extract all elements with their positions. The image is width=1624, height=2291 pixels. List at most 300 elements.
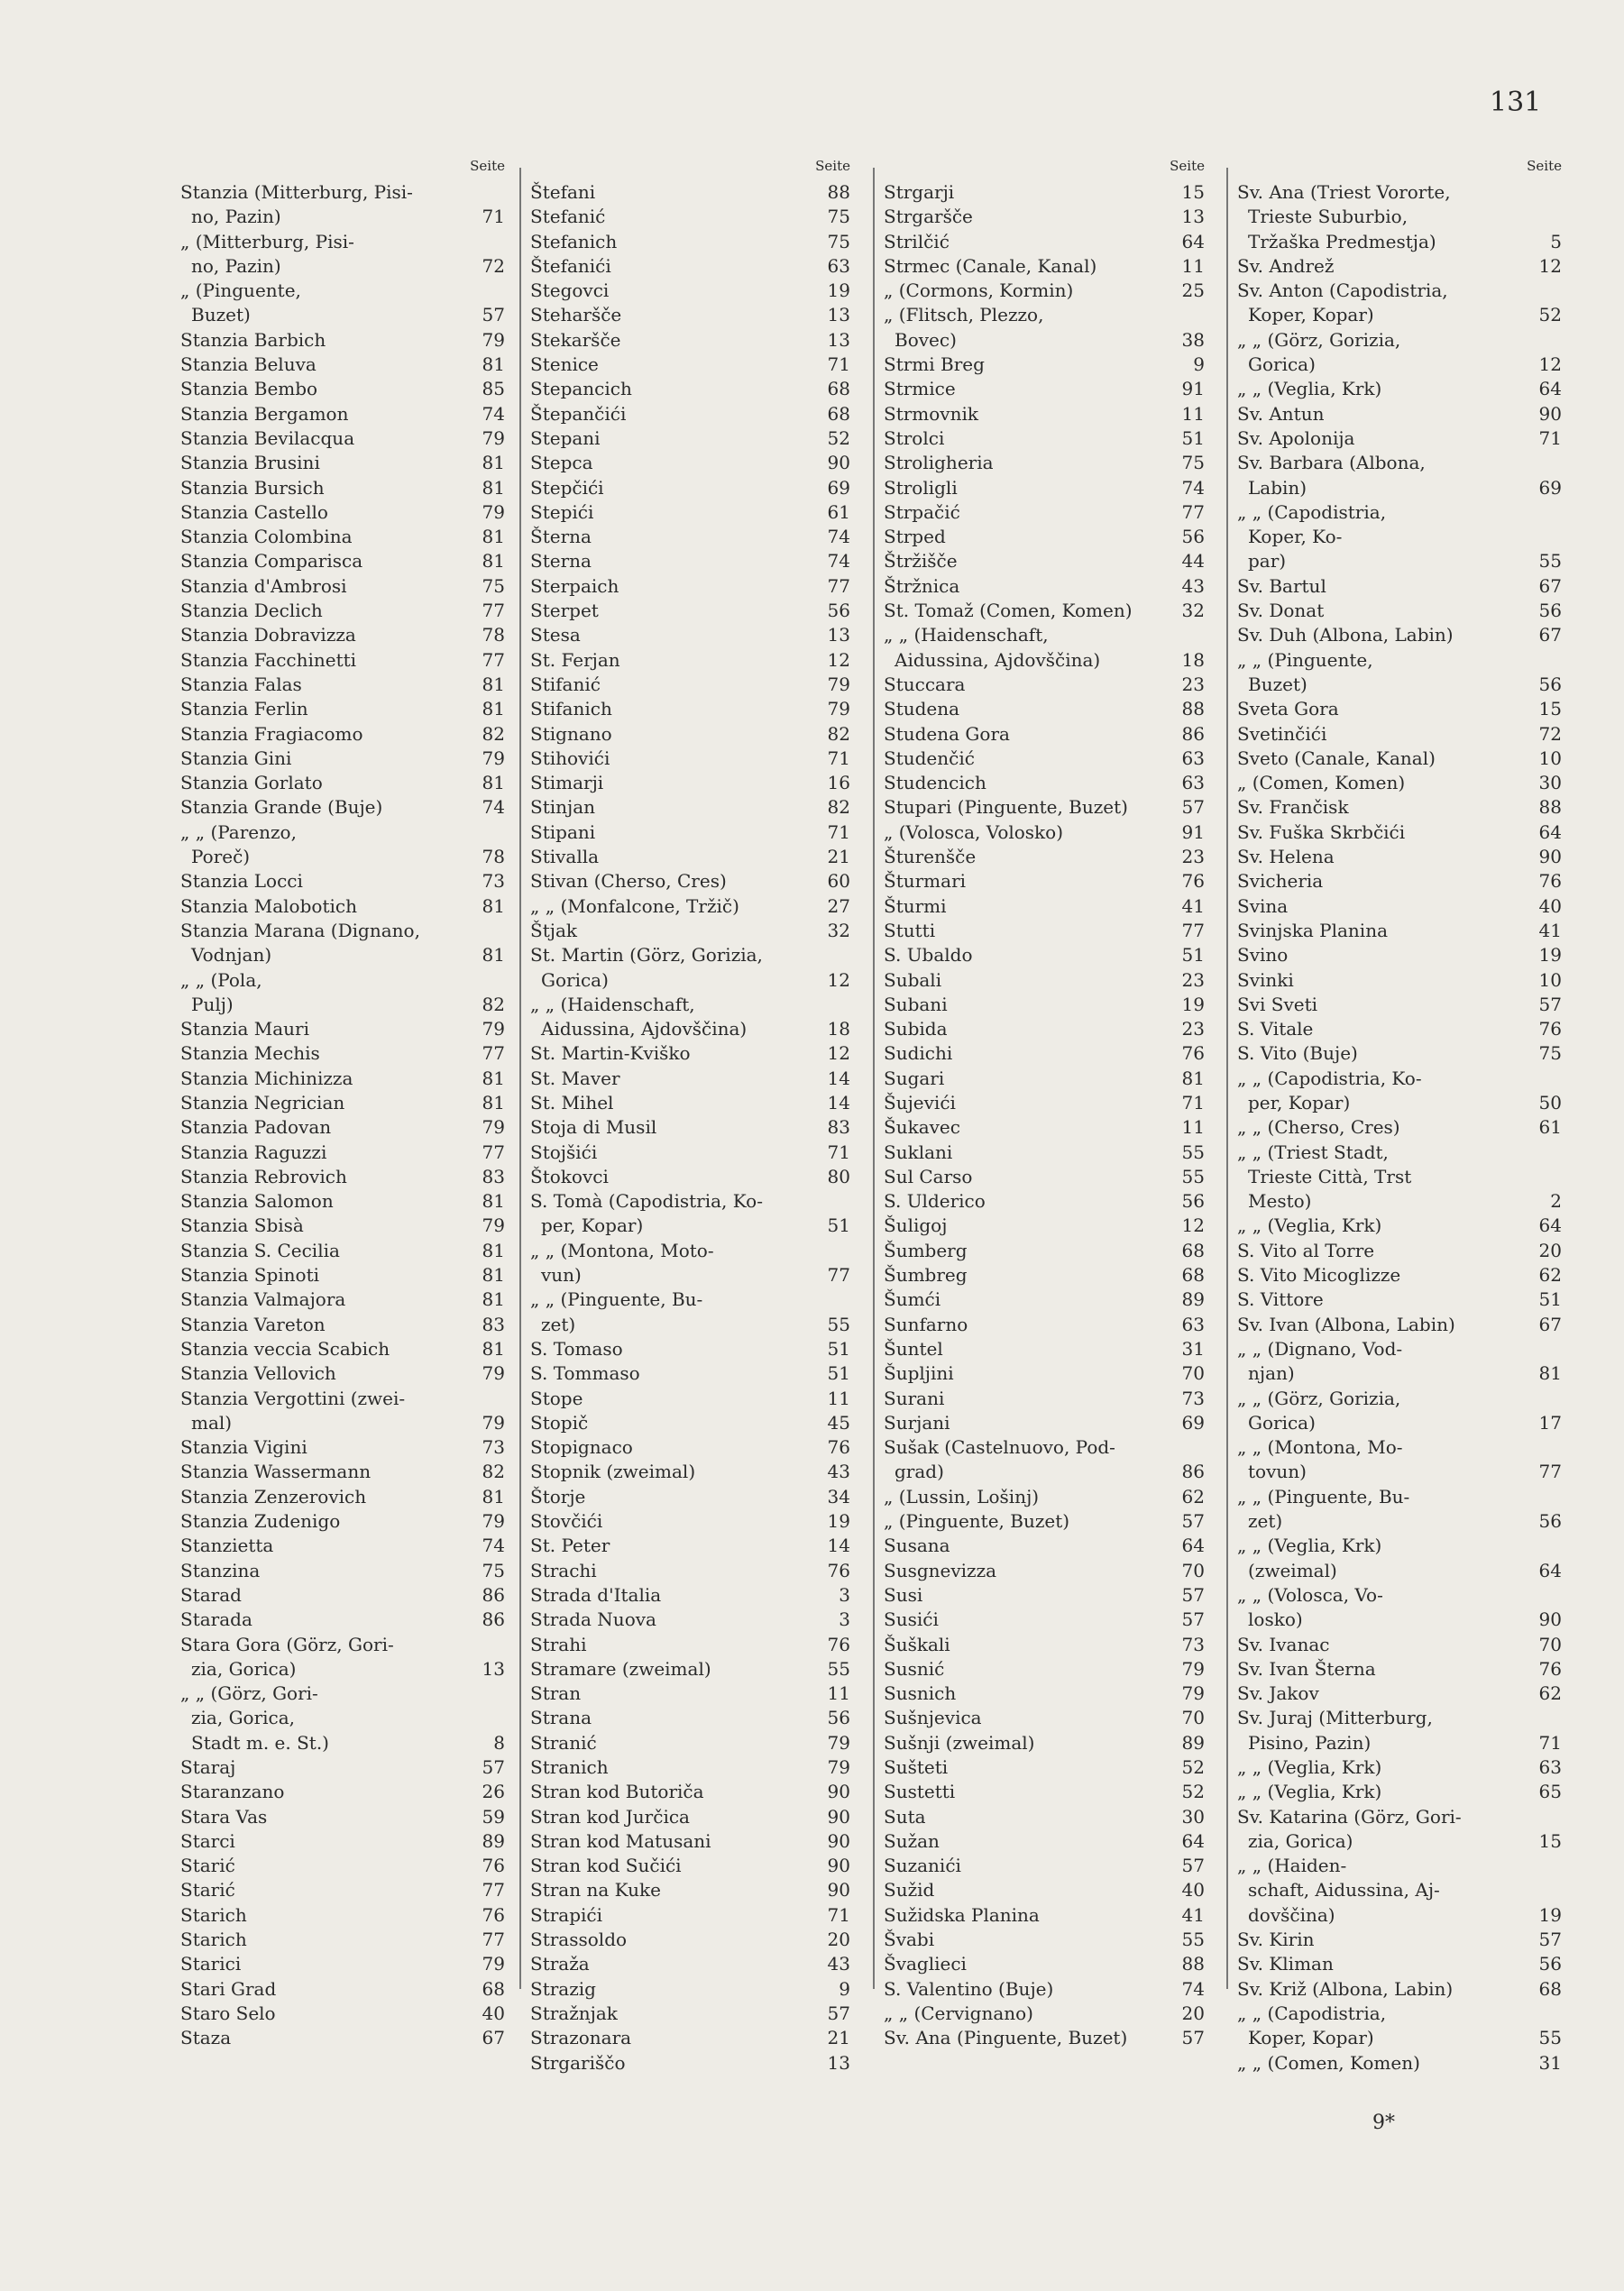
index-entry: [180, 1854, 507, 1878]
entry-name: Stran kod Jurčica: [530, 1805, 690, 1828]
index-entry: [884, 1633, 1207, 1657]
index-entry: [530, 303, 852, 327]
entry-page: 89: [482, 1829, 505, 1852]
index-entry: [884, 1509, 1207, 1534]
entry-name: Strmice: [884, 378, 956, 400]
entry-name: „ „ (Montona, Moto- vun): [530, 1239, 714, 1287]
entry-page: 86: [482, 1583, 505, 1606]
entry-name: „ „ (Görz, Gori- zia, Gorica, Stadt m. e. St.): [180, 1682, 329, 1754]
entry-page: 62: [1538, 1264, 1562, 1287]
index-entry: [180, 722, 507, 747]
index-entry: [884, 500, 1207, 525]
index-entry: [180, 1288, 507, 1312]
entry-page: 86: [1181, 1461, 1205, 1483]
index-entry: [884, 1189, 1207, 1214]
entry-name: Starich: [180, 1929, 247, 1951]
index-entry: [180, 1067, 507, 1091]
index-entry: [180, 1263, 507, 1288]
index-entry: [1237, 1854, 1564, 1928]
entry-page: 81: [482, 476, 505, 499]
entry-page: 79: [827, 673, 850, 695]
entry-page: 82: [482, 993, 505, 1015]
index-entry: [180, 426, 507, 451]
index-entry: [1237, 697, 1564, 721]
entry-name: Stanzia Sbisà: [180, 1214, 304, 1237]
entry-name: Subani: [884, 993, 948, 1015]
entry-page: 57: [827, 2002, 850, 2024]
entry-page: 79: [827, 1756, 850, 1778]
index-entry: [180, 2002, 507, 2026]
entry-page: 20: [1538, 1239, 1562, 1261]
entry-page: 12: [827, 1042, 850, 1065]
entry-name: Strolci: [884, 426, 945, 449]
entry-page: 71: [1538, 426, 1562, 449]
index-entry: [884, 402, 1207, 426]
entry-name: Sušak (Castelnuovo, Pod- grad): [884, 1436, 1115, 1483]
entry-page: 81: [1538, 1362, 1562, 1385]
entry-name: Stanzia (Mitterburg, Pisi- no, Pazin): [180, 181, 413, 228]
index-entry: [180, 1559, 507, 1583]
entry-page: 77: [1181, 500, 1205, 523]
entry-name: „ „ (Haidenschaft, Aidussina, Ajdovščina): [884, 624, 1101, 671]
entry-page: 77: [1538, 1461, 1562, 1483]
index-entry: [180, 1977, 507, 2002]
entry-page: 31: [1538, 2051, 1562, 2074]
entry-name: Štefanići: [530, 254, 611, 277]
entry-page: 74: [827, 550, 850, 573]
index-entry: [530, 180, 852, 205]
index-entry: [180, 1755, 507, 1780]
entry-page: 56: [1538, 673, 1562, 695]
entry-name: Švaglieci: [884, 1953, 967, 1975]
entry-page: 41: [1538, 919, 1562, 941]
entry-page: 78: [482, 846, 505, 868]
entry-page: 13: [827, 304, 850, 326]
index-entry: [884, 1952, 1207, 1976]
entry-page: 40: [1181, 1879, 1205, 1902]
entry-name: Sv. Ana (Pinguente, Buzet): [884, 2027, 1128, 2049]
index-entry: [530, 845, 852, 869]
index-entry: [884, 771, 1207, 795]
entry-page: 79: [482, 500, 505, 523]
entry-page: 67: [1538, 574, 1562, 597]
entry-name: „ (Lussin, Lošinj): [884, 1485, 1040, 1507]
entry-page: 64: [1538, 820, 1562, 843]
entry-name: Štokovci: [530, 1165, 609, 1187]
entry-name: Sušteti: [884, 1756, 949, 1778]
entry-page: 81: [482, 452, 505, 474]
entry-page: 16: [827, 772, 850, 794]
index-entry: [530, 1189, 852, 1239]
index-entry: [180, 328, 507, 353]
entry-page: 82: [482, 1461, 505, 1483]
entry-name: Susi: [884, 1583, 923, 1606]
entry-name: Sv. Anton (Capodistria, Koper, Kopar): [1237, 280, 1448, 326]
index-entry: [530, 993, 852, 1042]
entry-page: 80: [827, 1165, 850, 1187]
entry-page: 90: [827, 1781, 850, 1803]
index-entry: [530, 795, 852, 820]
entry-name: Stutti: [884, 919, 936, 941]
index-entry: [1237, 771, 1564, 795]
entry-page: 79: [482, 1362, 505, 1385]
entry-page: 57: [1181, 1510, 1205, 1533]
entry-name: „ „ (Haidenschaft, Aidussina, Ajdovščina): [530, 993, 748, 1040]
index-entry: [530, 402, 852, 426]
entry-page: 74: [482, 796, 505, 819]
entry-page: 90: [1538, 402, 1562, 425]
entry-name: Starich: [180, 1903, 247, 1926]
entry-name: „ „ (Veglia, Krk): [1237, 378, 1382, 400]
index-entry: [1237, 1313, 1564, 1337]
entry-name: „ „ (Pinguente, Bu- zet): [1237, 1485, 1410, 1533]
entry-page: 81: [482, 353, 505, 376]
entry-name: Stran: [530, 1682, 582, 1705]
index-entry: [1237, 722, 1564, 747]
entry-page: 61: [1538, 1116, 1562, 1139]
entry-page: 90: [827, 1805, 850, 1828]
entry-page: 57: [1181, 1855, 1205, 1877]
entry-name: Sudichi: [884, 1042, 953, 1065]
entry-name: Sveta Gora: [1237, 698, 1339, 720]
entry-name: S. Vito (Buje): [1237, 1042, 1358, 1065]
entry-name: „ (Comen, Komen): [1237, 772, 1406, 794]
index-entry: [180, 968, 507, 1018]
entry-page: 91: [1181, 378, 1205, 400]
entry-name: St. Tomaž (Comen, Komen): [884, 600, 1133, 622]
index-entry: [1237, 993, 1564, 1017]
entry-name: Šturmi: [884, 894, 947, 917]
entry-name: St. Martin (Görz, Gorizia, Gorica): [530, 944, 763, 991]
entry-page: 14: [827, 1091, 850, 1113]
entry-page: 86: [1181, 722, 1205, 745]
entry-name: Svetinčići: [1237, 722, 1327, 745]
entry-name: Sv. Helena: [1237, 846, 1335, 868]
entry-name: Sv. Andrež: [1237, 254, 1335, 277]
entry-page: 52: [1538, 304, 1562, 326]
entry-page: 23: [1181, 1018, 1205, 1040]
entry-page: 74: [482, 402, 505, 425]
index-entry: [884, 180, 1207, 205]
entry-page: 71: [827, 353, 850, 376]
entry-page: 71: [827, 1141, 850, 1163]
entry-page: 34: [827, 1485, 850, 1507]
index-entry: [530, 1141, 852, 1165]
entry-name: Starić: [180, 1855, 235, 1877]
index-entry: [530, 1115, 852, 1140]
entry-page: 91: [1181, 820, 1205, 843]
entry-page: 85: [482, 378, 505, 400]
entry-page: 71: [482, 206, 505, 228]
entry-page: 23: [1181, 846, 1205, 868]
entry-name: Suklani: [884, 1141, 953, 1163]
entry-page: 45: [827, 1411, 850, 1434]
entry-page: 57: [1538, 1929, 1562, 1951]
index-entry: [1237, 1239, 1564, 1263]
entry-name: Studena Gora: [884, 722, 1010, 745]
index-entry: [530, 943, 852, 993]
entry-page: 82: [827, 796, 850, 819]
entry-page: 55: [1181, 1929, 1205, 1951]
index-entry: [180, 1878, 507, 1902]
entry-page: 52: [827, 426, 850, 449]
entry-name: Sv. Apolonija: [1237, 426, 1355, 449]
entry-page: 43: [827, 1953, 850, 1975]
index-entry: [530, 451, 852, 475]
entry-page: 77: [482, 648, 505, 671]
entry-name: Strgaršče: [884, 206, 973, 228]
entry-name: S. Vitale: [1237, 1018, 1314, 1040]
entry-page: 23: [1181, 673, 1205, 695]
entry-name: Stanzia Mauri: [180, 1018, 309, 1040]
index-entry: [884, 1239, 1207, 1263]
entry-name: Sušnjevica: [884, 1707, 982, 1729]
entry-name: St. Ferjan: [530, 648, 620, 671]
index-entry: [180, 1141, 507, 1165]
index-entry: [530, 230, 852, 254]
entry-page: 77: [1181, 919, 1205, 941]
entry-name: Stopignaco: [530, 1436, 633, 1459]
entry-page: 88: [1181, 1953, 1205, 1975]
column-divider: [519, 168, 521, 1989]
entry-name: Stignano: [530, 722, 612, 745]
index-entry: [884, 1387, 1207, 1411]
index-entry: [884, 303, 1207, 353]
index-entry: [530, 623, 852, 647]
entry-name: Staza: [180, 2027, 232, 2049]
index-entry: [884, 869, 1207, 893]
entry-page: 68: [1181, 1239, 1205, 1261]
entry-name: Sužan: [884, 1829, 940, 1852]
entry-page: 77: [482, 1879, 505, 1902]
entry-page: 51: [1181, 944, 1205, 967]
entry-page: 30: [1538, 772, 1562, 794]
index-entry: [530, 500, 852, 525]
index-entry: [884, 820, 1207, 845]
entry-name: Sul Carso: [884, 1165, 973, 1187]
index-entry: [180, 648, 507, 673]
index-entry: [530, 1608, 852, 1632]
index-entry: [884, 574, 1207, 599]
entry-page: 81: [482, 550, 505, 573]
entry-name: Stinjan: [530, 796, 596, 819]
entry-name: Šumberg: [884, 1239, 968, 1261]
entry-page: 69: [1538, 476, 1562, 499]
index-entry: [530, 1041, 852, 1066]
entry-name: S. Vito Micoglizze: [1237, 1264, 1401, 1287]
index-entry: [530, 1509, 852, 1534]
index-entry: [1237, 1952, 1564, 1976]
entry-name: „ „ (Pinguente, Bu- zet): [530, 1288, 703, 1335]
index-entry: [884, 525, 1207, 549]
index-entry: [1237, 599, 1564, 623]
index-entry: [1237, 1928, 1564, 1952]
index-entry: [884, 1337, 1207, 1361]
index-entry: [884, 1435, 1207, 1485]
entry-name: Stupari (Pinguente, Buzet): [884, 796, 1128, 819]
entry-name: Stanzia Comparisca: [180, 550, 363, 573]
index-column-4: [1237, 157, 1564, 2076]
index-entry: [530, 1411, 852, 1435]
entry-name: Šumći: [884, 1288, 941, 1311]
index-entry: [1237, 623, 1564, 647]
entry-name: Sv. Kirin: [1237, 1929, 1315, 1951]
index-entry: [530, 328, 852, 353]
index-entry: [884, 1041, 1207, 1066]
entry-page: 5: [1550, 230, 1562, 252]
index-entry: [530, 1755, 852, 1780]
entry-page: 64: [1181, 1829, 1205, 1852]
entry-name: „ „ (Dignano, Vod- njan): [1237, 1337, 1403, 1385]
entry-page: 32: [1181, 600, 1205, 622]
entry-name: Stopič: [530, 1411, 589, 1434]
entry-page: 69: [827, 476, 850, 499]
entry-page: 82: [827, 722, 850, 745]
entry-name: Susnich: [884, 1682, 957, 1705]
entry-page: 15: [1181, 181, 1205, 203]
entry-page: 71: [1538, 1731, 1562, 1754]
entry-name: Šuligoj: [884, 1214, 948, 1237]
index-entry: [180, 476, 507, 500]
entry-page: 90: [1538, 1608, 1562, 1631]
entry-page: 68: [1538, 1977, 1562, 2000]
index-entry: [884, 845, 1207, 869]
index-entry: [180, 353, 507, 377]
index-entry: [180, 2026, 507, 2050]
index-column-3: [884, 157, 1207, 2051]
entry-name: Stifanić: [530, 673, 601, 695]
index-entry: [530, 377, 852, 401]
entry-name: Strmi Breg: [884, 353, 985, 376]
entry-page: 14: [827, 1535, 850, 1557]
seite-header: Seite: [815, 158, 850, 174]
entry-page: 76: [1181, 1042, 1205, 1065]
index-entry: [1237, 869, 1564, 893]
entry-name: Sustetti: [884, 1781, 956, 1803]
index-entry: [180, 1829, 507, 1854]
entry-page: 73: [482, 870, 505, 893]
signature-mark: 9*: [1372, 2112, 1395, 2134]
index-entry: [530, 1903, 852, 1928]
entry-name: „ (Mitterburg, Pisi- no, Pazin): [180, 230, 354, 277]
entry-page: 68: [827, 378, 850, 400]
index-entry: [1237, 1706, 1564, 1755]
index-entry: [180, 1091, 507, 1115]
entry-name: Strmovnik: [884, 402, 978, 425]
entry-name: Stanzia Castello: [180, 500, 328, 523]
entry-page: 52: [1181, 1756, 1205, 1778]
index-entry: [884, 1559, 1207, 1583]
index-entry: [530, 894, 852, 919]
index-entry: [1237, 180, 1564, 254]
entry-page: 82: [482, 722, 505, 745]
index-entry: [1237, 574, 1564, 599]
index-entry: [180, 500, 507, 525]
index-entry: [530, 353, 852, 377]
entry-name: Strgariščo: [530, 2051, 626, 2074]
index-entry: [530, 1239, 852, 1288]
entry-page: 13: [827, 328, 850, 351]
entry-page: 63: [827, 254, 850, 277]
entry-name: Stanzia Colombina: [180, 526, 353, 548]
entry-page: 56: [1181, 526, 1205, 548]
entry-name: „ „ (Capodistria, Koper, Ko- par): [1237, 500, 1387, 573]
entry-name: Sv. Ivan (Albona, Labin): [1237, 1313, 1455, 1335]
index-entry: [1237, 1067, 1564, 1116]
index-entry: [884, 353, 1207, 377]
entry-name: Šterna: [530, 526, 592, 548]
entry-name: St. Martin-Kviško: [530, 1042, 691, 1065]
index-entry: [530, 1657, 852, 1682]
index-entry: [530, 205, 852, 229]
entry-page: 67: [1538, 1313, 1562, 1335]
entry-page: 57: [1181, 2027, 1205, 2049]
index-entry: [1237, 894, 1564, 919]
entry-name: Stanzia Rebrovich: [180, 1165, 347, 1187]
entry-page: 76: [827, 1633, 850, 1655]
entry-page: 81: [482, 1067, 505, 1089]
entry-page: 77: [827, 574, 850, 597]
entry-page: 61: [827, 500, 850, 523]
entry-page: 75: [482, 574, 505, 597]
entry-page: 74: [482, 1535, 505, 1557]
entry-page: 81: [1181, 1067, 1205, 1089]
entry-name: Stepčići: [530, 476, 604, 499]
entry-page: 72: [1538, 722, 1562, 745]
index-entry: [1237, 328, 1564, 378]
index-entry: [1237, 943, 1564, 967]
entry-page: 19: [1538, 944, 1562, 967]
entry-name: Svino: [1237, 944, 1289, 967]
entry-name: S. Vito al Torre: [1237, 1239, 1375, 1261]
index-entry: [1237, 648, 1564, 698]
entry-name: Stran kod Matusani: [530, 1829, 711, 1852]
index-entry: [884, 1017, 1207, 1041]
index-entry: [180, 869, 507, 893]
entry-name: Subida: [884, 1018, 948, 1040]
entry-name: „ „ (Veglia, Krk): [1237, 1214, 1382, 1237]
entry-page: 73: [1181, 1633, 1205, 1655]
entry-page: 75: [1538, 1042, 1562, 1065]
entry-name: Stanzia Valmajora: [180, 1288, 346, 1311]
entry-page: 69: [1181, 1411, 1205, 1434]
entry-name: „ „ (Veglia, Krk): [1237, 1781, 1382, 1803]
entry-page: 20: [827, 1929, 850, 1951]
entry-name: „ „ (Pola, Pulj): [180, 968, 262, 1015]
entry-name: Sužid: [884, 1879, 935, 1902]
index-entry: [180, 673, 507, 697]
entry-page: 79: [827, 1731, 850, 1754]
entry-name: Štepančići: [530, 402, 627, 425]
entry-name: Stanzia Padovan: [180, 1116, 332, 1139]
entry-page: 44: [1181, 550, 1205, 573]
index-entry: [1237, 919, 1564, 943]
index-entry: [1237, 1534, 1564, 1583]
index-entry: [530, 1633, 852, 1657]
entry-page: 55: [827, 1313, 850, 1335]
entry-page: 81: [482, 1264, 505, 1287]
index-entry: [180, 1239, 507, 1263]
entry-name: Susnić: [884, 1657, 945, 1680]
entry-page: 63: [1181, 772, 1205, 794]
entry-name: Stanzia Vergottini (zwei- mal): [180, 1387, 406, 1434]
entry-name: Stefanić: [530, 206, 606, 228]
entry-page: 83: [482, 1165, 505, 1187]
entry-page: 17: [1538, 1411, 1562, 1434]
entry-name: Strassoldo: [530, 1929, 628, 1951]
entry-name: Strazig: [530, 1977, 596, 2000]
entry-page: 73: [1181, 1387, 1205, 1409]
